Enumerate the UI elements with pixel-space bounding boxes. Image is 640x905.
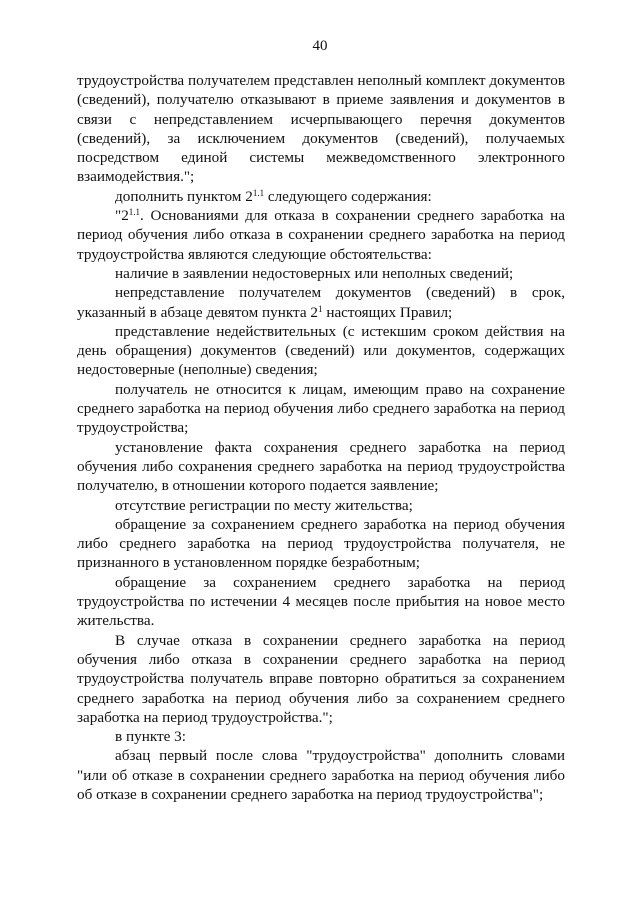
paragraph (77, 71, 565, 187)
paragraph-text: В случае отказа в сохранении среднего заработка на период обучения либо отказа в сохранении среднего заработка на период трудоустройства получатель вправе повторно обратиться за сохранением среднего заработка на период обучения либо за сохранением среднего заработка на период трудоустройства."; (77, 631, 565, 726)
paragraph-text: непредставление получателем документов (сведений) в срок, указанный в абзаце девятом пункта 2 (77, 284, 565, 321)
paragraph (77, 206, 565, 264)
paragraph-text: следующего содержания: (264, 187, 432, 205)
paragraph-text: представление недействительных (с истекшим сроком действия на день обращения) документов (сведений) или документов, содержащих недостоверные (неполные) сведения; (77, 322, 565, 379)
paragraph-text: дополнить пунктом 2 (115, 187, 253, 205)
paragraph (77, 322, 565, 380)
paragraph-text: трудоустройства получателем представлен неполный комплект документов (сведений), получателю отказывают в приеме заявления и документов в связи с непредставлением исчерпывающего перечня документов (сведений), за исключением документов (сведений), получаемых посредством единой системы межведомственного электронного взаимодействия."; (77, 72, 565, 186)
paragraph-text: отсутствие регистрации по месту жительства; (115, 496, 413, 514)
paragraph (77, 727, 565, 746)
paragraph-text: наличие в заявлении недостоверных или неполных сведений; (115, 264, 514, 282)
superscript-number: 1 (318, 303, 323, 314)
paragraph-text: "2 (115, 207, 129, 225)
paragraph-text: в пункте 3: (115, 728, 186, 746)
paragraph-text: абзац первый после слова "трудоустройства" дополнить словами "или об отказе в сохранении среднего заработка на период обучения либо об отказе в сохранении среднего заработка на период трудоустройства"; (77, 747, 565, 803)
paragraph-text: получатель не относится к лицам, имеющим право на сохранение среднего заработка на период обучения либо среднего заработка на период трудоустройства; (77, 380, 565, 437)
paragraph-text: установление факта сохранения среднего заработка на период обучения либо сохранения среднего заработка на период трудоустройства получателю, в отношении которого подается заявление; (77, 438, 565, 495)
paragraph-text: . Основаниями для отказа в сохранении среднего заработка на период обучения либо отказа в сохранении среднего заработка на период трудоустройства являются следующие обстоятельства: (77, 207, 565, 263)
superscript-number: 1.1 (128, 207, 141, 218)
paragraph (77, 631, 565, 727)
paragraph (77, 515, 565, 573)
paragraph (77, 438, 565, 496)
paragraph (77, 264, 565, 283)
paragraph-text: обращение за сохранением среднего заработка на период трудоустройства по истечении 4 месяцев после прибытия на новое место жительства. (77, 573, 565, 630)
paragraph (77, 187, 565, 206)
paragraph (77, 283, 565, 322)
superscript-number: 1.1 (252, 187, 265, 198)
paragraph-text: настоящих Правил; (322, 303, 453, 321)
paragraph (77, 746, 565, 804)
document-body (77, 71, 565, 804)
paragraph (77, 380, 565, 438)
paragraph (77, 496, 565, 515)
paragraph-text: обращение за сохранением среднего заработка на период обучения либо среднего заработка на период трудоустройства получателя, не признанного в установленном порядке безработным; (77, 515, 565, 572)
paragraph (77, 573, 565, 631)
page-number: 40 (312, 38, 328, 54)
